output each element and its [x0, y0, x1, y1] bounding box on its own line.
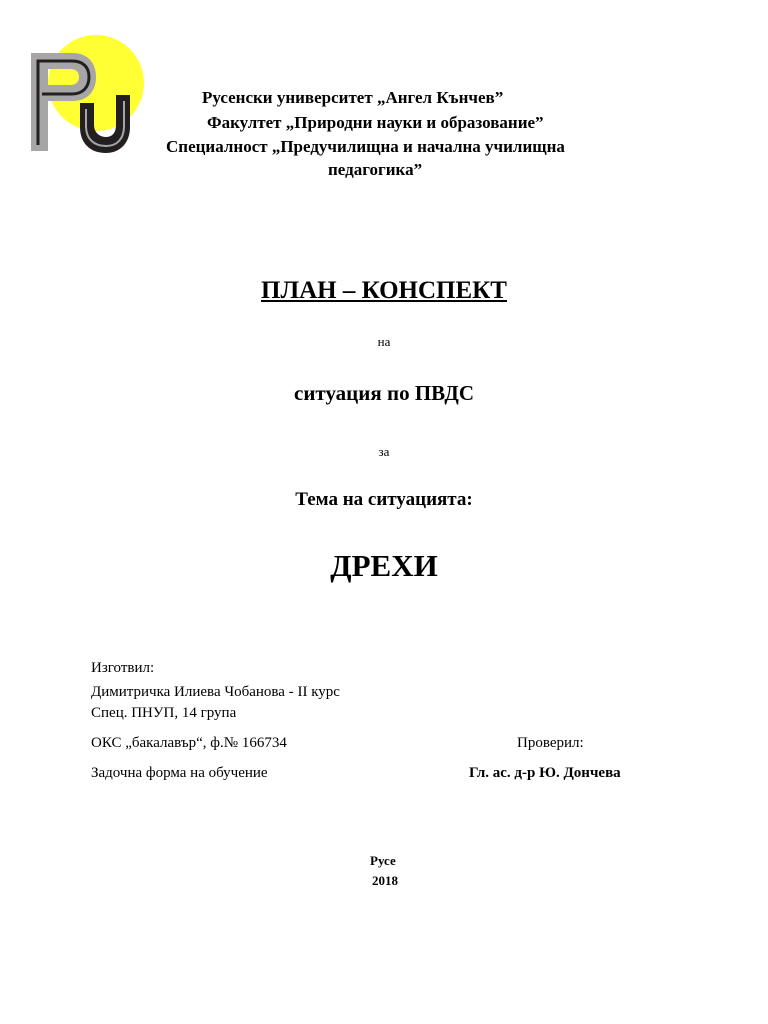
author-label: Изготвил: — [91, 660, 155, 676]
theme-title: ДРЕХИ — [330, 548, 438, 583]
situation-title: ситуация по ПВДС — [294, 381, 474, 405]
word-za: за — [378, 444, 390, 459]
reviewer-name: Гл. ас. д-р Ю. Дончева — [469, 765, 621, 781]
author-degree: ОКС „бакалавър“, ф.№ 166734 — [91, 735, 287, 751]
footer-year: 2018 — [372, 873, 398, 888]
document-title: ПЛАН – КОНСПЕКТ — [261, 277, 507, 304]
author-name: Димитричка Илиева Чобанова - II курс — [91, 684, 340, 700]
theme-label: Тема на ситуацията: — [295, 489, 473, 510]
footer-city: Русе — [370, 853, 396, 868]
word-na: на — [377, 334, 391, 349]
specialty-line-1: Специалност „Предучилищна и начална училищна — [166, 137, 565, 156]
author-group: Спец. ПНУП, 14 група — [91, 705, 237, 721]
reviewer-label: Проверил: — [517, 735, 584, 751]
faculty-name: Факултет „Природни науки и образование” — [207, 113, 544, 132]
university-logo — [28, 33, 144, 155]
study-form: Задочна форма на обучение — [91, 765, 268, 781]
specialty-line-2: педагогика” — [328, 160, 423, 179]
university-name: Русенски университет „Ангел Кънчев” — [202, 88, 504, 107]
